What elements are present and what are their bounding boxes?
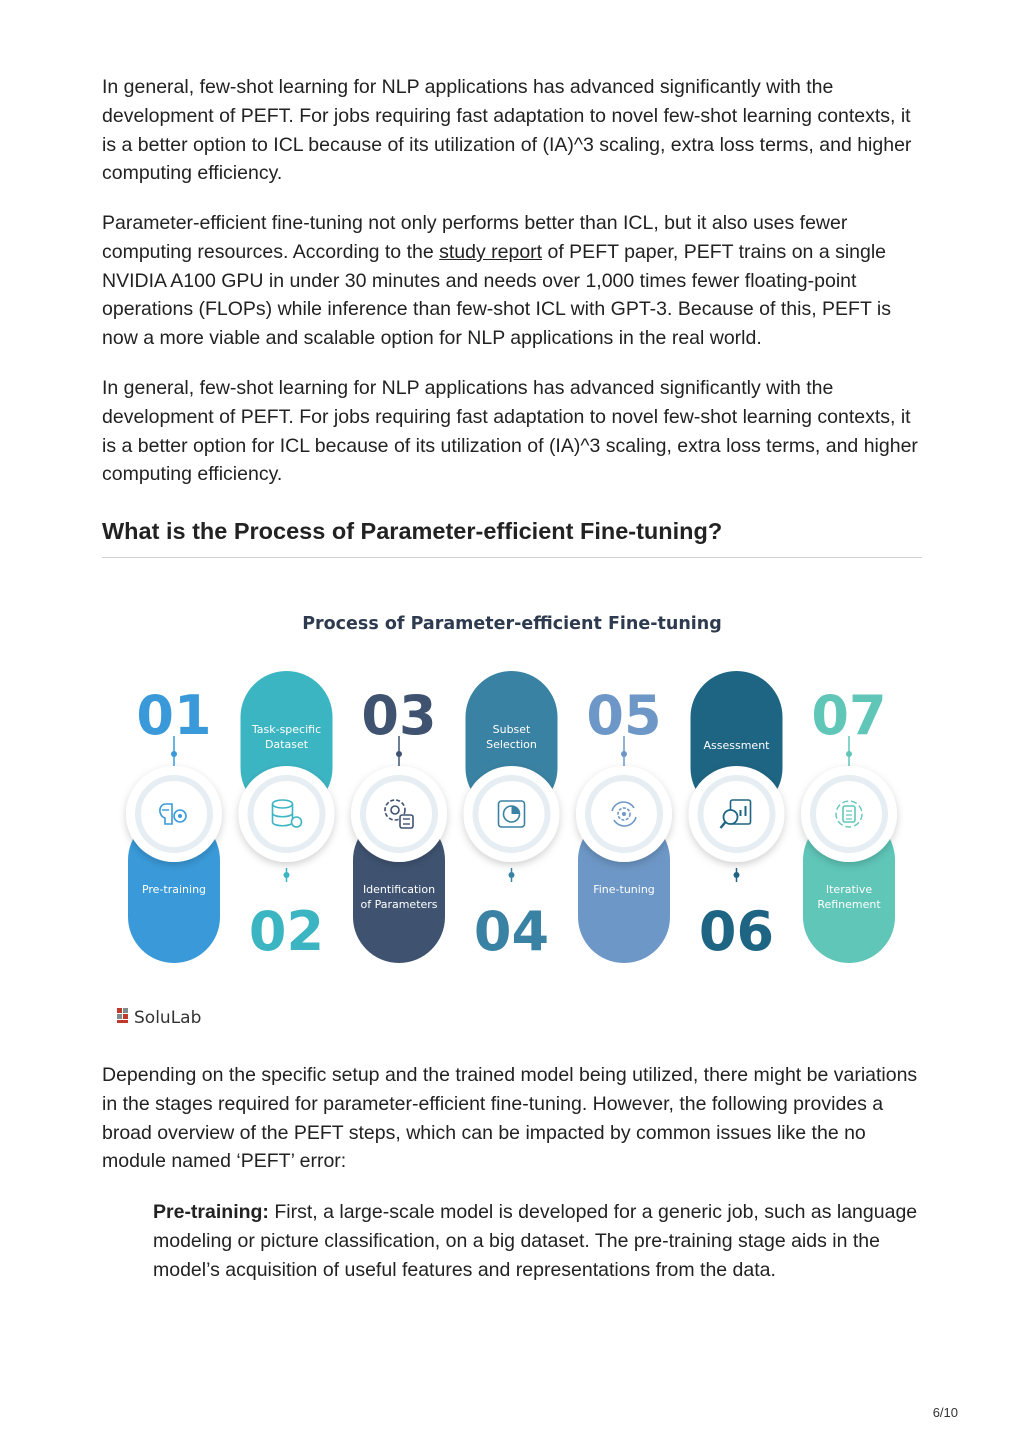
step-02-badge-ring	[251, 778, 323, 850]
step-07-number: 07	[811, 684, 887, 747]
step-07-badge-ring	[813, 778, 885, 850]
step-02-label-line2: Dataset	[264, 738, 309, 751]
paragraph-efficiency-end: of PEFT paper, PEFT trains on a single NVIDIA A100 GPU in under 30 minutes and needs over 1,000 times fewer floating-point operations (FLOPs) while inference than few-shot ICL with GPT-3. Because of this, PEFT is now a more viable and scalable option for NLP applications in the real world.	[102, 240, 892, 350]
step-01	[126, 684, 222, 963]
step-05	[576, 684, 672, 963]
step-03-label-line2: of Parameters	[360, 898, 438, 911]
step-04-label: Subset	[492, 723, 531, 736]
heading-divider	[102, 557, 922, 558]
step-02-connector-dot	[284, 872, 290, 878]
step-05-label: Fine-tuning	[593, 883, 655, 896]
step-02	[239, 671, 335, 963]
page-number: 6/10	[932, 1405, 958, 1420]
list-item-text: First, a large-scale model is developed for a generic job, such as language modeling or picture classification, on a big dataset. The pre-training stage aids in the model’s acquisition of useful features and representations from the data.	[153, 1201, 918, 1281]
step-07-connector-dot	[846, 751, 852, 757]
step-03	[351, 684, 447, 963]
section-heading: What is the Process of Parameter-efficient Fine-tuning?	[102, 518, 723, 544]
step-06-label: Assessment	[703, 739, 770, 752]
paragraph-summary: In general, few-shot learning for NLP applications has advanced significantly with the development of PEFT. For jobs requiring fast adaptation to novel few-shot learning contexts, it is a better option for ICL because of its utilization of (IA)^3 scaling, extra loss terms, and higher computing efficiency.	[102, 377, 918, 486]
step-06-number: 06	[698, 900, 775, 963]
paragraph-efficiency-start: Parameter-efficient fine-tuning not only performs better than ICL, but it also uses fewer computing resources. According to the	[102, 212, 848, 263]
step-04-connector-dot	[509, 872, 515, 878]
step-04-number: 04	[473, 900, 550, 963]
peft-process-infographic	[102, 578, 922, 1040]
paragraph-overview: Depending on the specific setup and the trained model being utilized, there might be variations in the stages required for parameter-efficient fine-tuning. However, the following provides a broad overview of the PEFT steps, which can be impacted by common issues like the no module named ‘PEFT’ error:	[102, 1064, 918, 1173]
step-05-number: 05	[586, 684, 662, 747]
step-03-number: 03	[361, 684, 437, 747]
step-03-badge-ring	[363, 778, 435, 850]
paragraph-intro: In general, few-shot learning for NLP applications has advanced significantly with the development of PEFT. For jobs requiring fast adaptation to novel few-shot learning contexts, it is a better option to ICL because of its utilization of (IA)^3 scaling, extra loss terms, and higher computing efficiency.	[102, 76, 912, 185]
step-04	[464, 671, 560, 963]
paragraph-efficiency	[102, 209, 924, 353]
list-item-pretraining	[153, 1198, 928, 1284]
step-03-label: Identification	[362, 883, 436, 896]
step-05-connector-dot	[621, 751, 627, 757]
study-report-link[interactable]: study report	[439, 240, 543, 263]
infographic-title: Process of Parameter-efficient Fine-tuning	[302, 614, 722, 634]
step-06-connector-dot	[734, 872, 740, 878]
step-07-label: Iterative	[825, 883, 873, 896]
solulab-logo-text: SoluLab	[134, 1008, 202, 1028]
step-01-number: 01	[136, 684, 212, 747]
step-04-label-line2: Selection	[486, 738, 537, 751]
step-07-label-line2: Refinement	[817, 898, 881, 911]
step-07	[801, 684, 897, 963]
step-02-number: 02	[248, 900, 325, 963]
step-03-connector-dot	[396, 751, 402, 757]
step-01-connector-dot	[171, 751, 177, 757]
step-01-label: Pre-training	[141, 883, 207, 896]
step-06	[689, 671, 785, 963]
list-item-term: Pre-training:	[153, 1201, 269, 1223]
step-02-label: Task-specific	[251, 723, 322, 736]
